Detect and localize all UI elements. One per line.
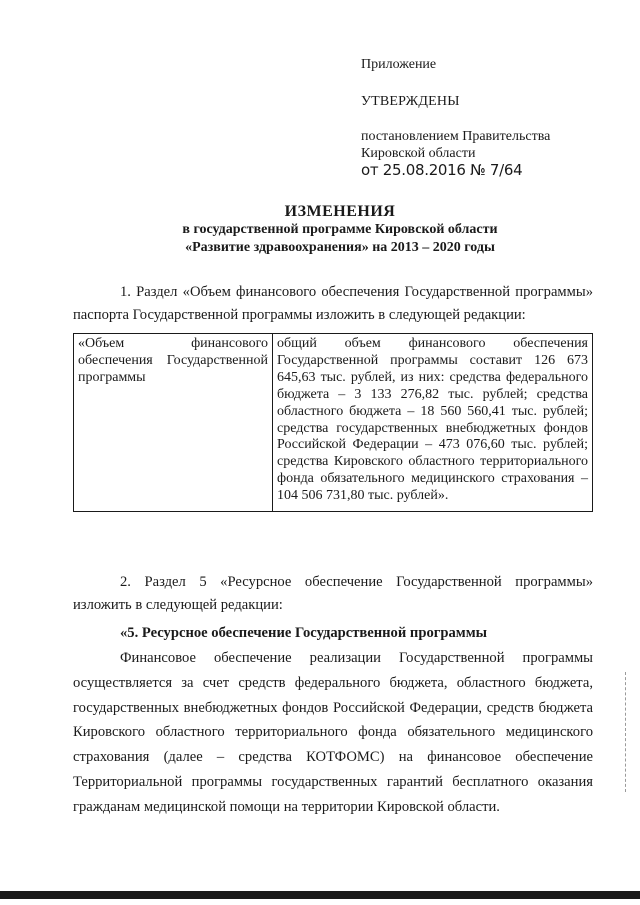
- title-main: ИЗМЕНЕНИЯ: [284, 203, 396, 220]
- decree-line-1: постановлением Правительства: [361, 129, 551, 144]
- section-heading: «5. Ресурсное обеспечение Государственной программы: [120, 625, 488, 641]
- table-left-text: «Объем финансового обеспечения Государственной программы: [78, 336, 268, 385]
- decree-line-2: Кировской области: [361, 146, 476, 161]
- paragraph-1: 1. Раздел «Объем финансового обеспечения Государственной программы» паспорта Государственной программы изложить в следующей редакции:: [73, 284, 593, 323]
- funding-table: [73, 333, 593, 512]
- decree-date-number: от 25.08.2016 № 7/64: [361, 161, 523, 179]
- table-cell-value: [273, 334, 593, 512]
- scan-bottom-edge: [0, 891, 640, 899]
- table-right-text: общий объем финансового обеспечения Государственной программы составит 126 673 645,63 тыс. рублей, из них: средства федерального бюджета – 3 133 276,82 тыс. рублей; средства областного бюджета – 18 560 560,41 тыс. рублей; средства государственных внебюджетных фондов Российской Федерации – 473 076,60 тыс. рублей; средства Кировского областного территориального фонда обязательного медицинского страхования – 104 506 731,80 тыс. рублей».: [277, 336, 588, 504]
- title-sub-1: в государственной программе Кировской области: [182, 222, 498, 237]
- scan-margin-marks: [625, 672, 628, 792]
- annex-label: Приложение: [361, 57, 437, 72]
- approval-block: [361, 56, 621, 179]
- approved-label: УТВЕРЖДЕНЫ: [361, 94, 460, 109]
- title-sub-2: «Развитие здравоохранения» на 2013 – 2020 годы: [185, 240, 495, 255]
- title-block: [60, 202, 620, 257]
- table-row: [74, 334, 593, 512]
- paragraph-2: 2. Раздел 5 «Ресурсное обеспечение Государственной программы» изложить в следующей редакции:: [73, 574, 593, 613]
- section-body: Финансовое обеспечение реализации Государственной программы осуществляется за счет средств федерального бюджета, областного бюджета, государственных внебюджетных фондов Российской Федерации, средств бюджета Кировского областного территориального фонда обязательного медицинского страхования (далее – средства КОТФОМС) на финансовое обеспечение Территориальной программы государственных гарантий бесплатного оказания гражданам медицинской помощи на территории Кировской области.: [73, 650, 593, 815]
- table-cell-label: [74, 334, 273, 512]
